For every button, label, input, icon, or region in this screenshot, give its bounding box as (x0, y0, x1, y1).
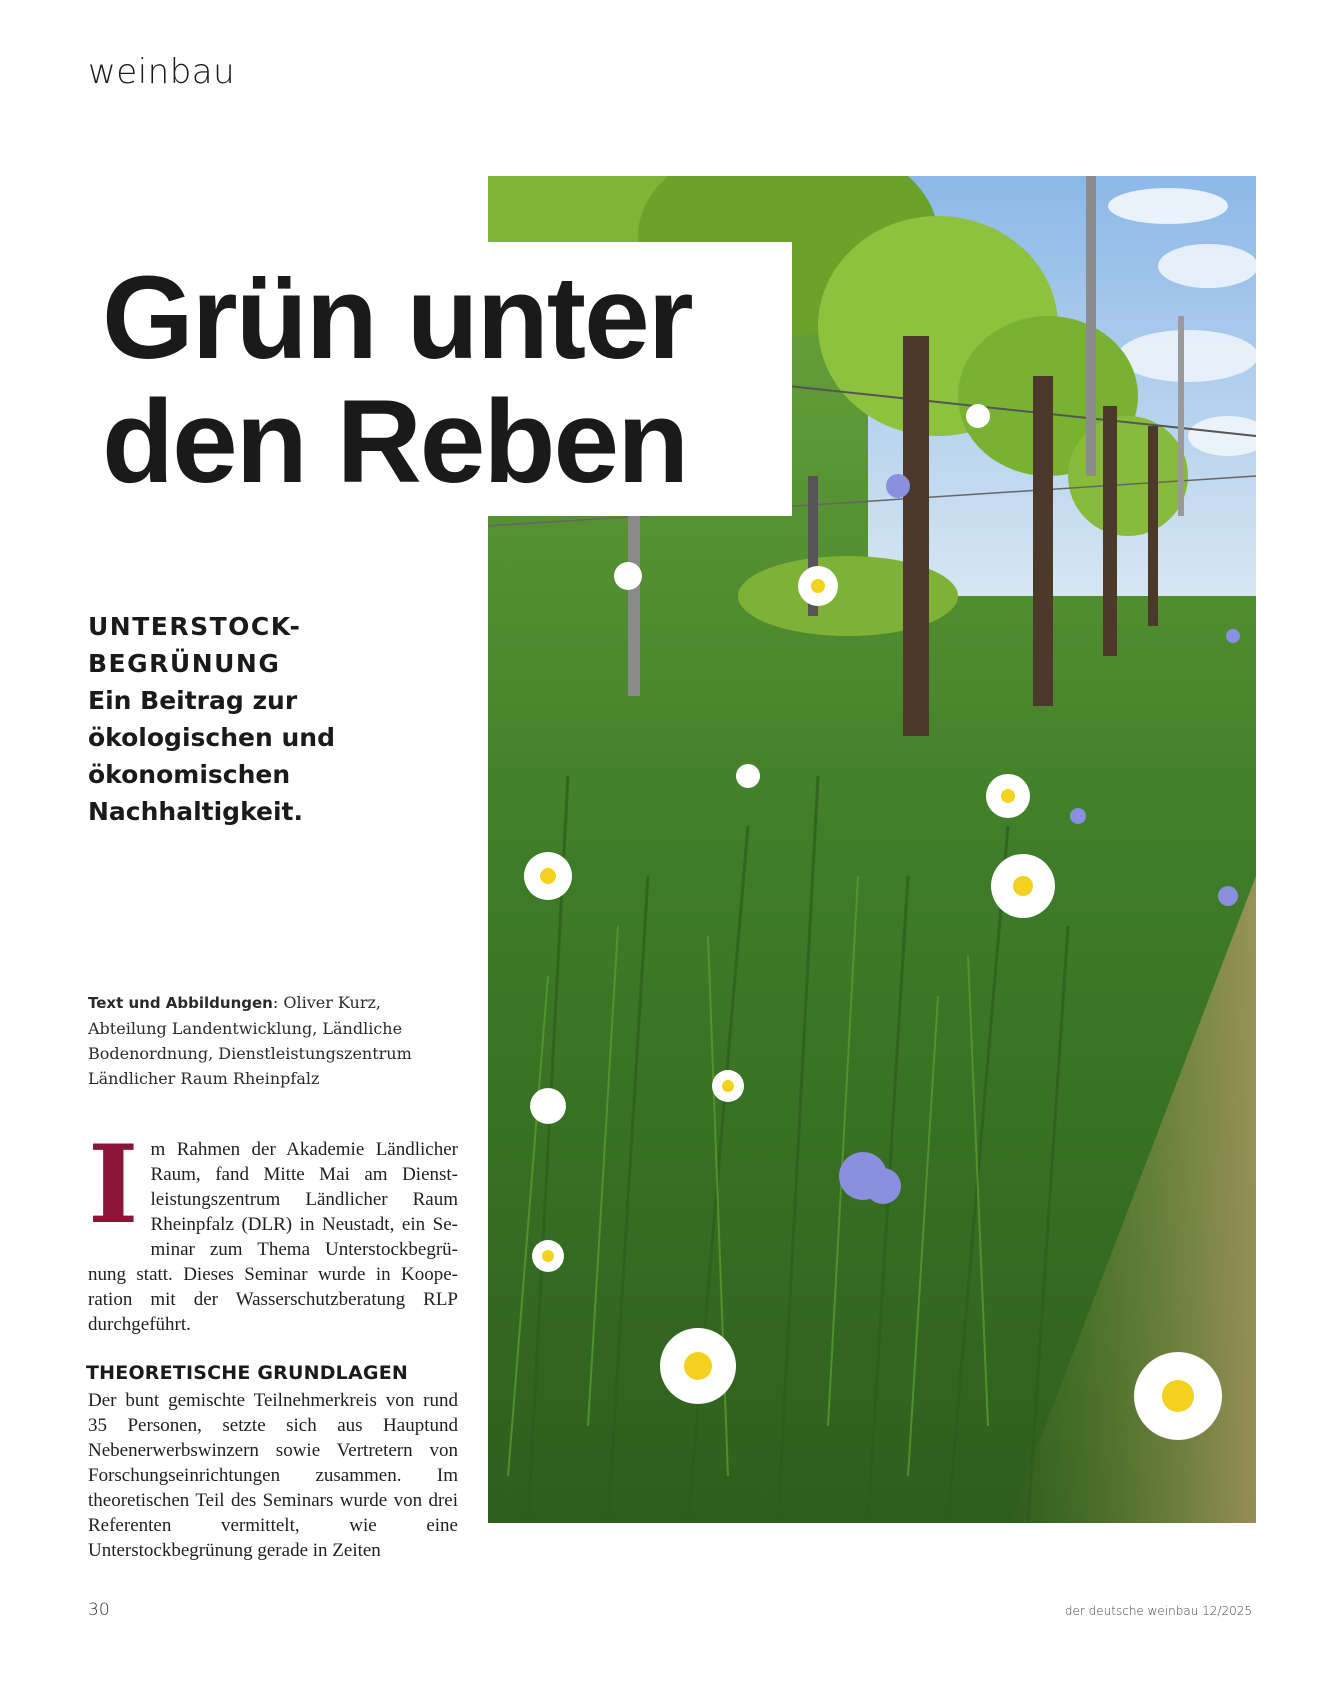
credits-text: : Oliver Kurz, Abteilung Landentwicklung, Ländliche Bodenordnung, Dienstleistungszentrum Ländlicher Raum Rheinpfalz (88, 993, 412, 1088)
kicker-category: UNTERSTOCK-BEGRÜNUNG (88, 612, 302, 678)
intro-text: m Rahmen der Akademie Ländlicher Raum, fand Mitte Mai am Dienstleistungszentrum Ländlicher Raum Rheinpfalz (DLR) in Neustadt, ein Seminar zum Thema Unterstockbegrünung statt. Dieses Seminar wurde in Kooperation mit der Wasserschutzberatung RLP durchgeführt. (88, 1139, 458, 1335)
body-paragraph: Der bunt gemischte Teilnehmerkreis von rund 35 Personen, setzte sich aus Hauptund Nebenerwerbswinzern sowie Vertretern von Forschungseinrichtungen zusammen. Im theoretischen Teil des Seminars wurde von drei Referenten vermittelt, wie eine Unterstockbegrünung gerade in Zeiten (88, 1390, 458, 1561)
page-number: 30 (88, 1600, 110, 1620)
headline-line-1: Grün unter (102, 252, 692, 384)
kicker (88, 608, 448, 830)
section-label: weinbau (88, 52, 236, 92)
section-heading: THEORETISCHE GRUNDLAGEN (86, 1362, 408, 1384)
credits-label: Text und Abbildungen (88, 994, 273, 1012)
publication-footer: der deutsche weinbau 12/2025 (1064, 1604, 1252, 1618)
headline-line-2: den Reben (102, 376, 688, 508)
credits (88, 990, 448, 1091)
headline-box (88, 242, 792, 516)
headline (102, 252, 692, 508)
drop-cap: I (88, 1122, 139, 1248)
kicker-subtitle: Ein Beitrag zur ökologischen und ökonomischen Nachhaltigkeit. (88, 686, 335, 826)
intro-paragraph (88, 1122, 458, 1337)
